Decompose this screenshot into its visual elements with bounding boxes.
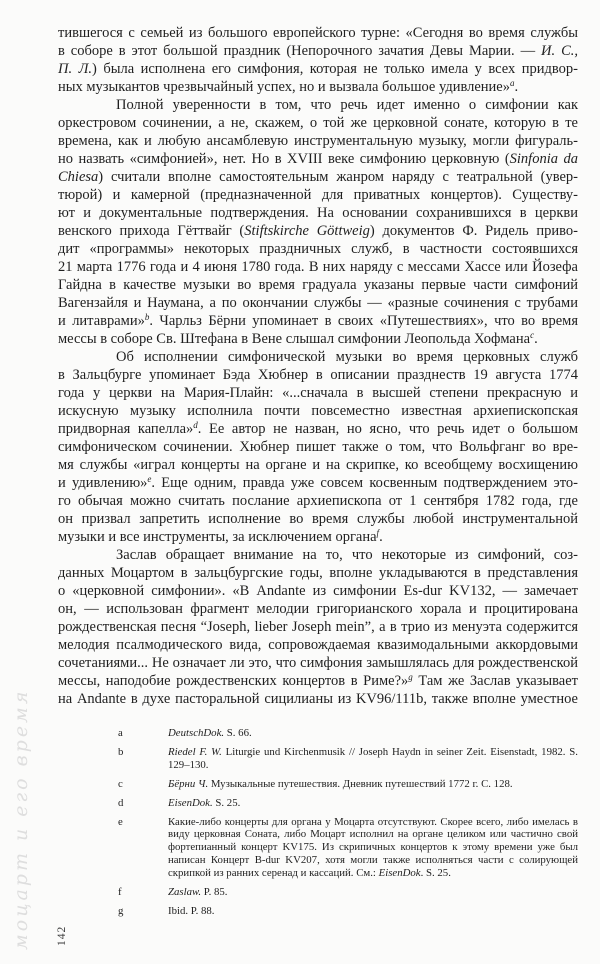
footnote-marker: b <box>118 745 124 758</box>
paragraph <box>58 546 578 708</box>
text-line: 21 марта 1776 года и 4 июня 1780 года. В них наряду с мессами Хассе или Йозефа <box>58 259 578 275</box>
text-line: го обычая можно считать послание архиепископа от 1 сентября 1782 года, где <box>58 493 578 509</box>
text-line: дит «программы» некоторых праздничных служб, в частности состоявшихся <box>58 241 578 257</box>
text-line: мя службы «играл концерты на органе и на скрипке, ко всеобщему восхищению <box>58 457 578 473</box>
footnote-item <box>58 905 578 918</box>
text-line: на Andante в духе пасторальной сицилианы из KV96/111b, также вполне уместное <box>58 691 578 707</box>
text-line: года у церкви на Мария-Плайн: «...сначала в высшей степени прекрасную и <box>58 385 578 401</box>
footnote-marker: f <box>118 886 122 899</box>
footnote-marker: g <box>118 904 124 917</box>
text-line: мелодия псалмодического вида, сопровождаемая квазимодальными аккордовыми <box>58 637 578 653</box>
text-line: сочетаниями... Не означает ли это, что симфония замышлялась для рождественской <box>58 655 578 671</box>
footnote-text: Ibid. P. 88. <box>168 904 215 917</box>
text-line: времена, как и любую ансамблевую инструментальную музыку, могли фигураль- <box>58 133 578 149</box>
text-line: ют и документальные подтверждения. На основании сохранившихся в церкви <box>58 205 578 221</box>
text-line: ных музыкантов чрезвычайный успех, но и вызвала большое удивление»$^a$. <box>58 78 519 95</box>
text-line: данных Моцартом в зальцбургские годы, вполне укладываются в представления <box>58 565 578 581</box>
text-line: искусную музыку исполнила почти повсеместно известная архиепископская <box>58 403 578 419</box>
text-line: в соборе в этот большой праздник (Непорочного зачатия Девы Марии. — И. С., <box>58 43 578 59</box>
text-line: Заслав обращает внимание на то, что некоторые из симфоний, соз- <box>116 547 578 563</box>
text-line: венского прихода Гёттвайг (Stiftskirche Göttweig) документов Ф. Ридель приво- <box>58 223 578 239</box>
footnote-marker: e <box>118 815 123 828</box>
footnotes-section <box>58 727 578 924</box>
footnote-item <box>58 727 578 740</box>
paragraph <box>58 348 578 546</box>
text-line: П. Л.) была исполнена его симфония, которая не только имела у всех придвор- <box>58 61 578 77</box>
text-line: музыки и все инструменты, за исключением органа$^f$. <box>58 528 383 545</box>
paragraph <box>58 24 578 96</box>
text-line: Chiesa) считали вполне самостоятельным жанром наряду с театральной (увер- <box>58 169 578 185</box>
footnote-text: Бёрни Ч. Музыкальные путешествия. Дневник путешествий 1772 г. С. 128. <box>168 777 513 790</box>
margin-watermark: моцарт и его время <box>10 688 32 950</box>
footnote-item <box>58 886 578 899</box>
footnote-item <box>58 778 578 791</box>
text-line: Гайдна в качестве музыки во время градуала указаны первые части симфоний <box>58 277 578 293</box>
text-line: он призвал запретить исполнение во время службы любой инструментальной <box>58 511 578 527</box>
text-line: в Зальцбурге упоминает Бэда Хюбнер в описании празднеств 19 августа 1774 <box>58 367 578 383</box>
text-line: Об исполнении симфонической музыки во время церковных служб <box>116 349 578 365</box>
footnote-text: DeutschDok. S. 66. <box>168 727 252 739</box>
text-line: Полной уверенности в том, что речь идет именно о симфонии как <box>116 97 578 113</box>
text-line: тившегося с семьей из большого европейского турне: «Сегодня во время службы <box>58 25 578 41</box>
body-text <box>58 24 578 708</box>
text-line: оркестровом сочинении, а не, скажем, о той же церковной сонате, которую в те <box>58 115 578 131</box>
text-line: он, — использован фрагмент мелодии григорианского хорала и процитирована <box>58 601 578 617</box>
footnote-marker: c <box>118 777 123 790</box>
footnote-item <box>58 816 578 881</box>
paragraph <box>58 96 578 348</box>
text-line: мессы, наподобие рождественских концертов в Риме?»$^g$ Там же Заслав указывает <box>58 672 578 689</box>
text-line: придворная капелла»$^d$. Ее автор не назван, но ясно, что речь идет о большом <box>58 420 578 437</box>
text-line: Вагензайля и Наумана, а по окончании службы — «разные сочинения с трубами <box>58 295 578 311</box>
text-line: тюрой) и камерной (предназначенной для приватных концертов). Существу- <box>58 187 578 203</box>
footnote-text: Riedel F. W. Liturgie und Kirchenmusik // Joseph Haydn in seiner Zeit. Eisenstadt, 1982. S. 129–130. <box>168 745 578 771</box>
text-line: и литаврами»$^b$. Чарльз Бёрни упоминает в своих «Путешествиях», что во время <box>58 312 578 329</box>
text-line: о «церковной симфонии». «В Andante из симфонии Es-dur KV132, — замечает <box>58 583 578 599</box>
text-line: мессы в соборе Св. Штефана в Вене слышал симфонии Леопольда Хофмана$^c$. <box>58 330 538 347</box>
text-line: симфоническом сочинении. Хюбнер пишет также о том, что Вольфганг во вре- <box>58 439 578 455</box>
footnote-item <box>58 746 578 772</box>
footnote-marker: d <box>118 796 124 809</box>
text-line: но назвать «симфонией», нет. Но в XVIII веке симфонию церковную (Sinfonia da <box>58 151 578 167</box>
footnote-text: EisenDok. S. 25. <box>168 796 241 809</box>
page-number: 142 <box>56 925 68 946</box>
footnote-item <box>58 797 578 810</box>
footnote-text: Zaslaw. P. 85. <box>168 886 228 899</box>
footnote-marker: a <box>118 727 123 739</box>
text-line: и удивлению»$^e$. Еще одним, правда уже совсем косвенным подтверждением это- <box>58 474 578 491</box>
text-line: рождественская песня “Joseph, lieber Joseph mein”, а в трио из менуэта содержится <box>58 619 578 635</box>
footnote-text: Какие-либо концерты для органа у Моцарта отсутствуют. Скорее всего, либо имелась в виду церковная Соната, либо Моцарт исполнил на органе целиком или частично свой фортепианный концерт KV175. Из скрипичных концертов к этому времени уже был написан Концерт B-dur KV207, хотя могли также исполняться части с солирующей скрипкой из ранних серенад и кассаций. См.: EisenDok. S. 25. <box>168 815 578 880</box>
